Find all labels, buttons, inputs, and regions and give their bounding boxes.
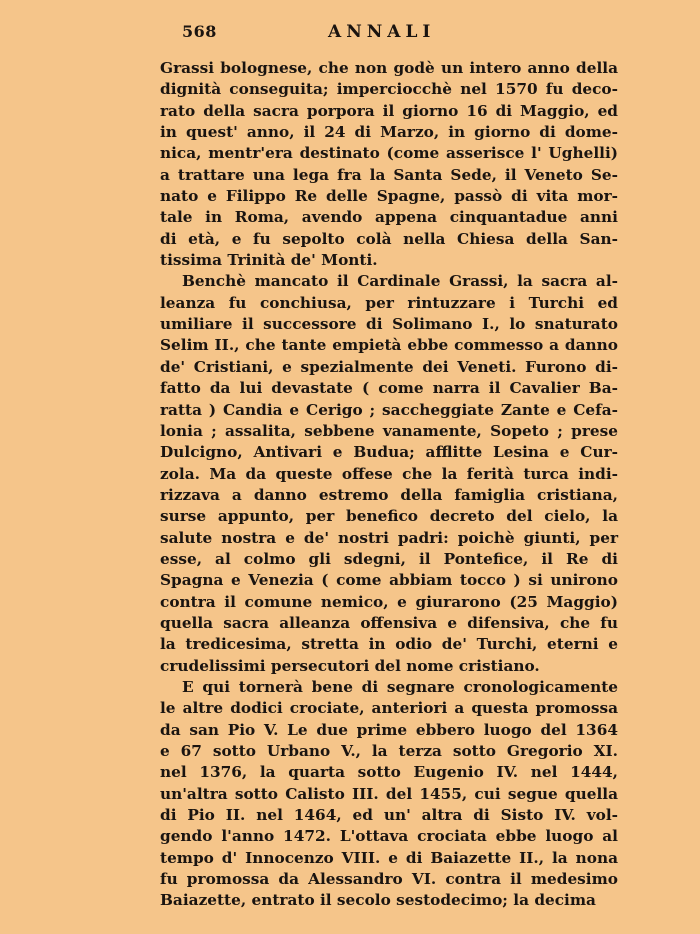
paragraph [160,58,618,271]
text-line: surse appunto, per benefico decreto del cielo, la [160,507,618,526]
text-line: E qui tornerà bene di segnare cronologicamente [182,677,618,696]
text-line: in quest' anno, il 24 di Marzo, in giorno di dome- [160,123,618,142]
text-line: Selim II., che tante empietà ebbe commesso a danno [160,336,618,355]
paragraph [160,677,618,912]
text-line: ratta ) Candia e Cerigo ; saccheggiate Zante e Cefa- [160,400,618,419]
text-line: Spagna e Venezia ( come abbiam tocco ) si unirono [160,571,618,590]
text-line: gendo l'anno 1472. L'ottava crociata ebbe luogo al [160,827,618,846]
text-line: fu promossa da Alessandro VI. contra il medesimo [160,870,618,889]
text-line: salute nostra e de' nostri padri: poichè giunti, per [160,528,618,547]
text-line: umiliare il successore di Solimano I., lo snaturato [160,315,618,334]
text-line: dignità conseguita; imperciocchè nel 1570 fu deco- [160,80,618,99]
text-line: la tredicesima, stretta in odio de' Turchi, eterni e [160,635,618,654]
text-line: a trattare una lega fra la Santa Sede, il Veneto Se- [160,165,618,184]
text-line: un'altra sotto Calisto III. del 1455, cui segue quella [160,784,618,803]
text-line: di età, e fu sepolto colà nella Chiesa della San- [160,229,618,248]
text-line: nica, mentr'era destinato (come asserisce l' Ughelli) [160,144,618,163]
text-line: zola. Ma da queste offese che la ferità turca indi- [160,464,618,483]
text-line: tempo d' Innocenzo VIII. e di Baiazette II., la nona [160,848,618,867]
text-line: Benchè mancato il Cardinale Grassi, la sacra al- [182,272,618,291]
text-line: Dulcigno, Antivari e Budua; afflitte Lesina e Cur- [160,443,618,462]
text-line: nato e Filippo Re delle Spagne, passò di vita mor- [160,187,618,206]
paragraph [160,271,618,677]
text-line: le altre dodici crociate, anteriori a questa promossa [160,699,618,718]
text-line: rato della sacra porpora il giorno 16 di Maggio, ed [160,101,618,120]
text-line: quella sacra alleanza offensiva e difensiva, che fu [160,613,618,632]
book-page [160,22,618,912]
text-line: lonia ; assalita, sebbene vanamente, Sopeto ; prese [160,421,618,440]
text-line: contra il comune nemico, e giurarono (25 Maggio) [160,592,618,611]
text-line: tale in Roma, avendo appena cinquantadue anni [160,208,618,227]
text-line: Baiazette, entrato il secolo sestodecimo; la decima [160,891,596,910]
running-head: ANNALI [328,22,436,42]
text-line: leanza fu conchiusa, per rintuzzare i Turchi ed [160,293,618,312]
text-line: da san Pio V. Le due prime ebbero luogo del 1364 [160,720,618,739]
text-line: nel 1376, la quarta sotto Eugenio IV. nel 1444, [160,763,618,782]
text-line: esse, al colmo gli sdegni, il Pontefice, il Re di [160,549,618,568]
page-header [160,22,618,48]
page-number: 568 [182,22,217,41]
text-line: e 67 sotto Urbano V., la terza sotto Gregorio XI. [160,742,618,760]
body-text [160,58,618,912]
text-line: rizzava a danno estremo della famiglia cristiana, [160,485,618,504]
text-line: fatto da lui devastate ( come narra il Cavalier Ba- [160,379,618,398]
text-line: crudelissimi persecutori del nome cristiano. [160,656,540,675]
text-line: tissima Trinità de' Monti. [160,251,378,270]
text-line: Grassi bolognese, che non godè un intero anno della [160,59,618,77]
text-line: di Pio II. nel 1464, ed un' altra di Sisto IV. vol- [160,806,618,825]
text-line: de' Cristiani, e spezialmente dei Veneti. Furono di- [160,357,618,376]
